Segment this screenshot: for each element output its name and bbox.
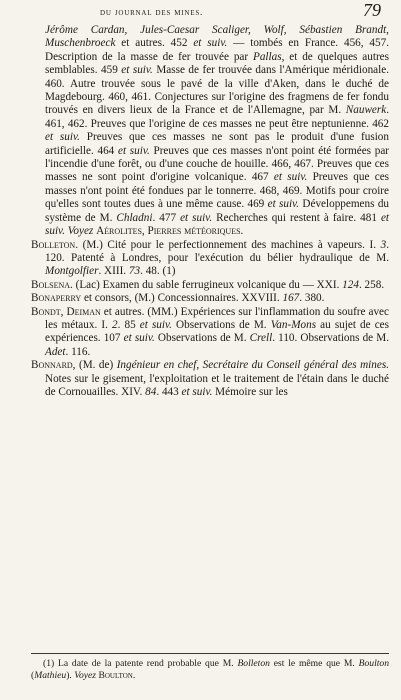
italic-run: et suiv. [45,131,80,144]
italic-run: et suiv. [273,171,308,184]
entry-headword: Bolsena. [31,278,73,291]
cross-reference-target: Aérolites, Pierres météoriques. [96,225,244,238]
text-run: Observations de M. [154,332,250,345]
page-number: 79 [363,0,381,20]
issue-number: 84 [145,385,157,398]
index-entry-bondt [31,306,389,360]
person-name: Van-Mons [270,318,317,331]
person-name: Pallas [252,50,282,63]
person-name: Boulton [358,658,389,669]
person-name: Mathieu [34,670,67,681]
text-run: . 85 [117,318,140,331]
text-run: Preuves que ces masses n'ont point été formées par l'incendie d'une forêt, ou d'une couche de houille. 466, 467. Preuves que ces masses ne sont point d'origine volcanique. 467 [45,144,390,184]
footnote [31,658,389,682]
italic-run: et suiv. [121,64,153,77]
text-run: Preuves que ces masses ne sont pas le produit d'une fusion artificielle. 464 [45,131,389,157]
text-run: . 461, 462. Preuves que l'origine de ces masses ne peut être neptunienne. 462 [45,104,389,130]
text-run: . 443 [156,385,182,398]
text-run: Recherches qui restent à faire. 481 [212,211,381,224]
issue-number: 167 [282,292,300,305]
page-header [0,2,401,26]
text-run: ( [31,670,35,681]
italic-run: et suiv. [45,211,390,238]
issue-number: 3 [380,238,387,251]
cross-reference-label: Voyez [74,670,97,681]
text-run: . 120. Patenté à Londres, pour l'exécution du bélier hydraulique de M. [45,238,389,264]
text-run: et autres. (MM.) Expériences sur l'inflammation du soufre avec les métaux. I. [45,305,389,331]
text-run: — tombés en France. 456, 457. Description de la masse de fer trouvée par [45,37,390,63]
text-run: . XIII. [98,265,129,278]
italic-run: et suiv. [123,332,155,345]
index-entry-bonaperry [31,292,389,305]
issue-number: 124 [342,278,359,291]
text-run: Preuves que ces masses n'ont point été fondues par le tonnerre. 468, 469. Motifs pour croire qu'elles sont toutes dues à une même cause. 469 [45,171,390,211]
text-run: . 477 [152,211,181,224]
italic-run: et suiv. [180,211,213,224]
text-run: Masse de fer trouvée dans l'Amérique méridionale. 460. Autre trouvée sous le pavé de la ville d'Aken, dans le duché de Magdebourg. 460, 461. Conjectures sur l'origine des fragmens de fer fondu trouvés en divers lieux de la France et de l'Allemagne, par M. [45,64,389,117]
text-run: et consors, (M.) Concessionnaires. XXVIII. [81,292,283,305]
text-run: (M.) Cité pour le perfectionnement des machines à vapeurs. I. [78,238,381,251]
text-run: , et de quelques autres semblables. 459 [45,50,389,77]
issue-number: 2 [111,318,118,331]
continuation-paragraph [31,24,389,239]
text-run: . 116. [65,345,91,358]
text-run: . 110. Observations de M. [272,332,390,345]
running-title: du journal des mines. [100,8,204,18]
text-run: Observations de M. [171,318,271,331]
italic-run: et suiv. [267,198,300,211]
text-run: (1) La date de la patente rend probable que M. [43,658,238,669]
cross-reference-target: Boulton. [98,670,136,681]
person-name: Crell [249,332,273,345]
person-name: Nauwerk [345,104,387,117]
person-name: Bolleton [237,658,270,669]
text-run: Développemens du système de M. [45,198,390,224]
text-run: et autres. 452 [115,37,194,50]
entry-headword: Bonnard, [31,359,76,372]
italic-run: suiv. [207,37,228,50]
italic-run: et suiv. [139,318,172,331]
text-run: est le même que M. [269,658,359,669]
text-run: Mémoire sur les [212,385,288,398]
italic-run: et [193,37,202,50]
issue-number: 73 [128,265,141,278]
entry-headword: Bondt, Deiman [31,305,101,318]
text-run: au sujet de ces expériences. 107 [45,318,389,345]
text-run: ). [66,670,75,681]
footnote-text [31,658,389,682]
index-body [31,24,389,399]
text-run: (Lac) Examen du sable ferrugineux volcanique du — XXI. [72,278,343,291]
italic-run: et suiv. [181,385,213,398]
entry-headword: Bolleton. [31,238,78,251]
text-run: Notes sur le gisement, l'exploitation et le traitement de l'étain dans le duché de Cornouailles. XIV. [45,372,389,398]
person-name: Adet [45,345,66,358]
cross-reference-label: Voyez [67,225,94,238]
text-run: . 258. [358,278,385,291]
entry-headword: Bonaperry [31,292,82,305]
footnote-divider [31,653,389,654]
index-entry-bonnard [31,359,389,399]
index-entry-bolsena [31,279,389,292]
names-line-2: Sébastien Brandt, Muschenbroeck [45,24,389,50]
text-run: (M. de) [75,359,117,372]
names-line: Jérôme Cardan, Jules-Caesar Scaliger, Wolf, [45,24,287,36]
italic-run: et suiv. [117,144,150,157]
index-entry-bolleton [31,239,389,279]
text-run: . 380. [299,292,325,305]
person-name: Montgolfier [45,265,99,278]
text-run: . 48. (1) [140,265,176,278]
job-title: Ingénieur en chef, Secrétaire du Conseil général des mines. [116,359,389,372]
person-name: Chladni [116,211,153,224]
